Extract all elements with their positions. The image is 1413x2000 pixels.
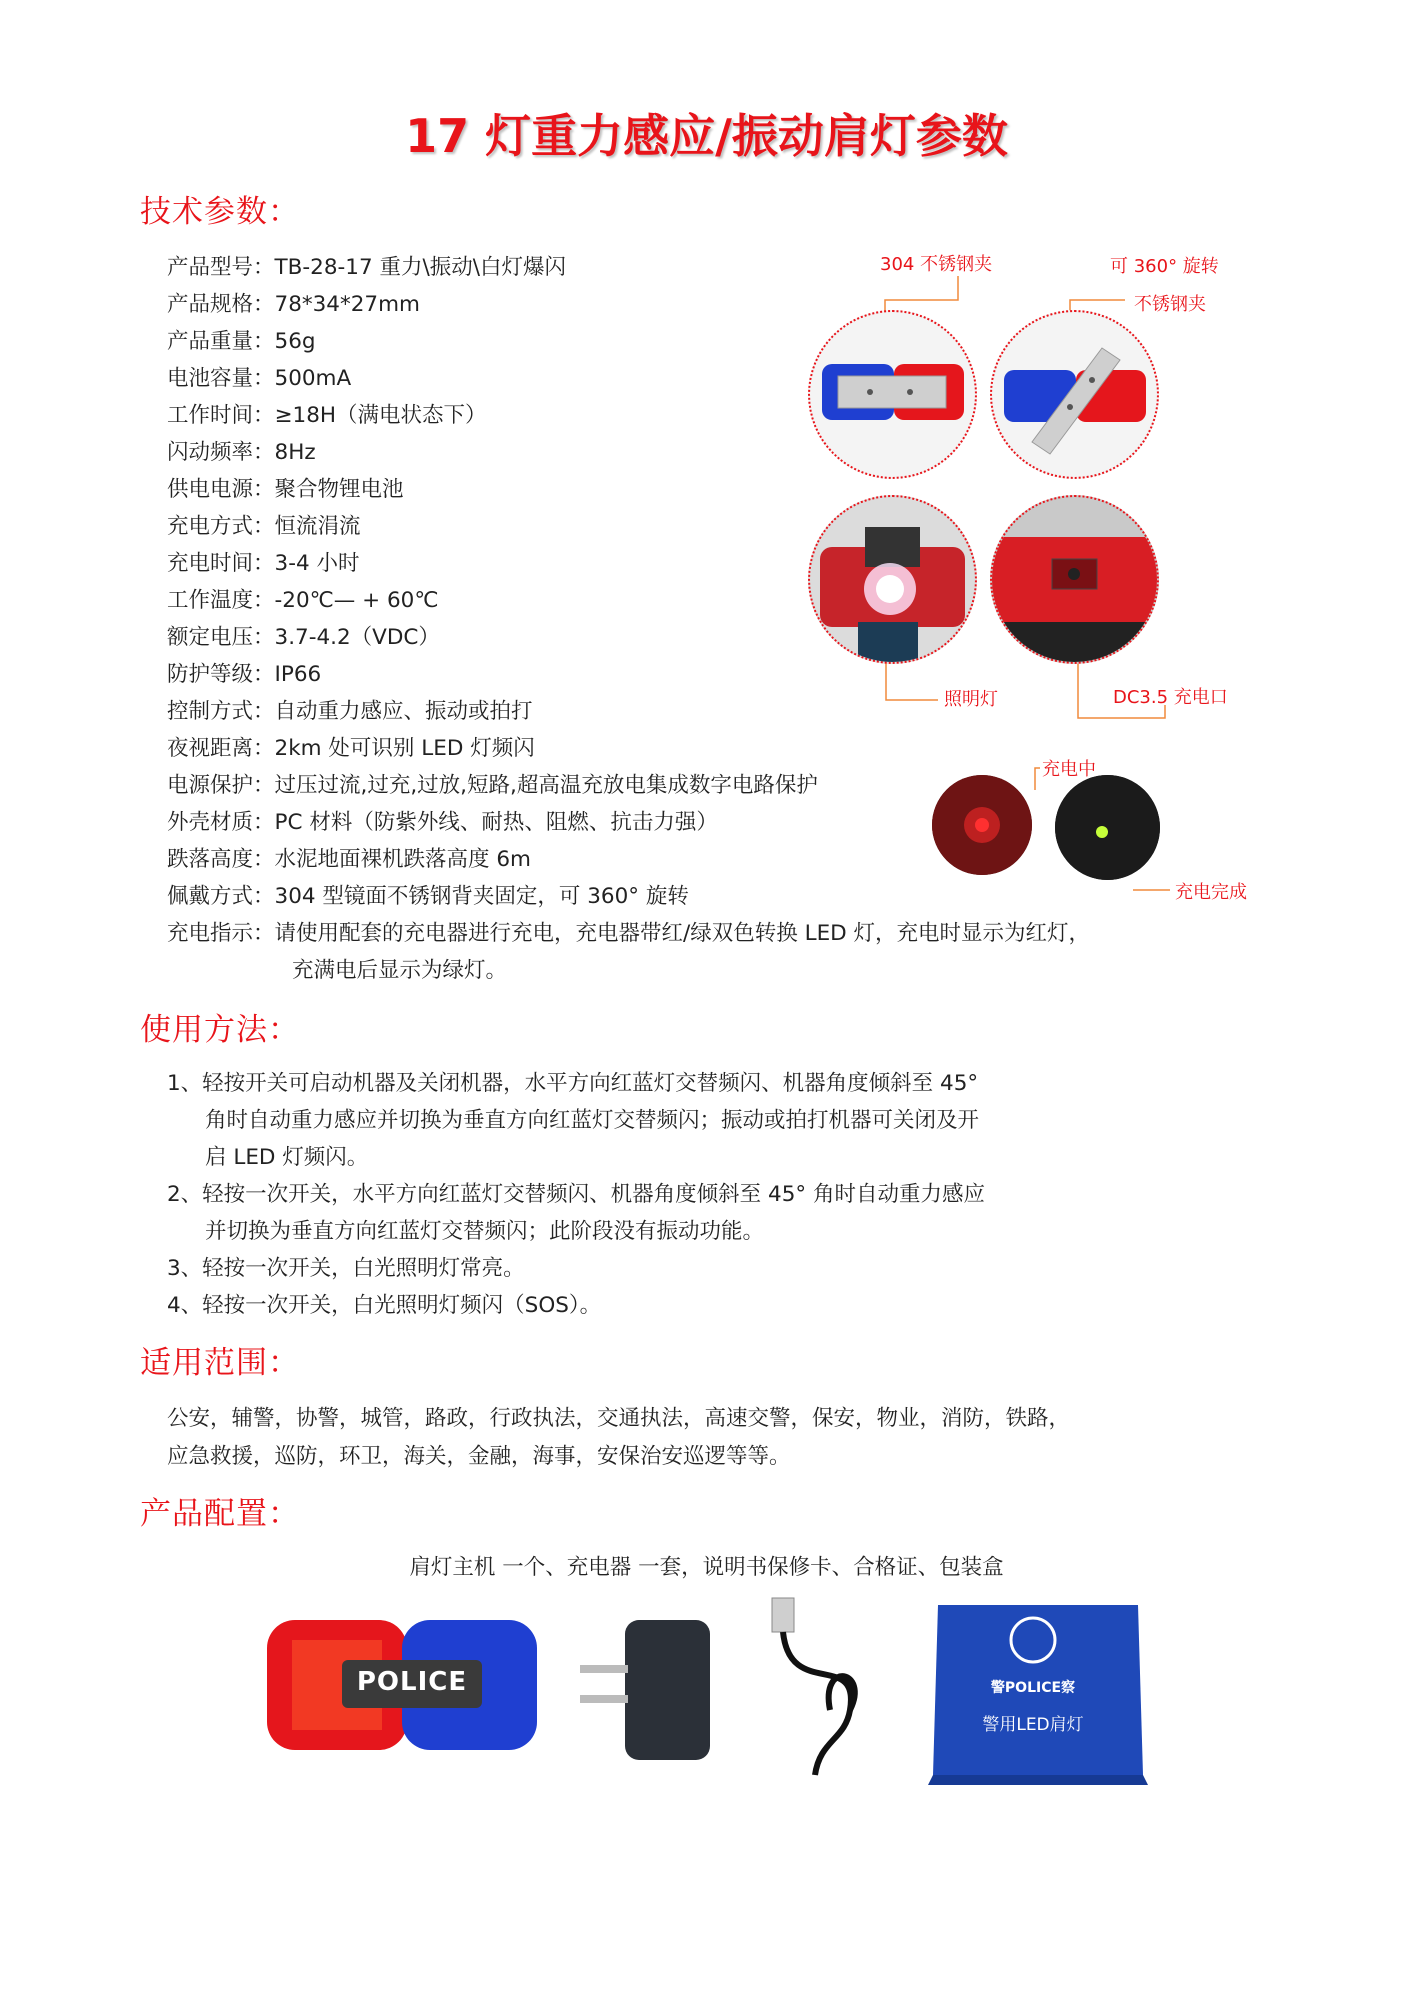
- usage-line: 启 LED 灯频闪。: [205, 1145, 369, 1170]
- param-label: 跌落高度：: [167, 847, 275, 872]
- param-value: 聚合物锂电池: [274, 477, 404, 502]
- config-text: 肩灯主机 一个、充电器 一套，说明书保修卡、合格证、包装盒: [409, 1555, 1004, 1580]
- usage-line: 2、轻按一次开关，水平方向红蓝灯交替频闪、机器角度倾斜至 45° 角时自动重力感应: [167, 1182, 985, 1207]
- param-label: 佩戴方式：: [167, 884, 275, 909]
- param-value: -20℃— + 60℃: [274, 588, 439, 613]
- page-title: 17 灯重力感应/振动肩灯参数: [405, 109, 1008, 163]
- param-value: 3.7-4.2（VDC）: [274, 625, 440, 650]
- callout-dc-port: DC3.5 充电口: [1113, 687, 1228, 708]
- param-label: 闪动频率：: [167, 440, 275, 465]
- param-label: 电源保护：: [167, 773, 275, 798]
- param-label: 产品重量：: [167, 329, 275, 354]
- param-value: 过压过流,过充,过放,短路,超高温充放电集成数字电路保护: [274, 773, 818, 798]
- section-heading-config: 产品配置：: [140, 1496, 300, 1532]
- charger-illustration: [570, 1605, 735, 1780]
- param-value: PC 材料（防紫外线、耐热、阻燃、抗击力强）: [274, 810, 718, 835]
- param-value: 3-4 小时: [274, 551, 360, 576]
- callout-light: 照明灯: [944, 689, 998, 710]
- usage-line: 并切换为垂直方向红蓝灯交替频闪；此阶段没有振动功能。: [205, 1219, 765, 1244]
- param-value: 恒流涓流: [274, 514, 361, 539]
- box-product-text: 警用LED肩灯: [982, 1715, 1084, 1735]
- param-value: 500mA: [274, 366, 352, 391]
- callout-charging: 充电中: [1042, 759, 1096, 780]
- callout-stainless-clip: 不锈钢夹: [1134, 294, 1206, 315]
- param-value: 78*34*27mm: [274, 292, 420, 317]
- charging-port-illustration: [992, 497, 1157, 662]
- param-value: 304 型镜面不锈钢背夹固定，可 360° 旋转: [274, 884, 689, 909]
- param-label: 充电时间：: [167, 551, 275, 576]
- scope-line: 公安，辅警，协警，城管，路政，行政执法，交通执法，高速交警，保安，物业，消防，铁路，: [167, 1406, 1071, 1431]
- clip-back-illustration: [810, 312, 975, 477]
- param-label: 产品型号：: [167, 255, 275, 280]
- param-value: 8Hz: [274, 440, 316, 465]
- clip-rotated-photo: [990, 310, 1159, 479]
- shoulder-light-photo: [262, 1605, 542, 1775]
- param-continuation: 充满电后显示为绿灯。: [292, 958, 508, 983]
- usb-cable-photo: [760, 1590, 890, 1785]
- red-led-icon: [932, 775, 1032, 875]
- param-label: 夜视距离：: [167, 736, 275, 761]
- section-heading-scope: 适用范围：: [140, 1345, 300, 1381]
- param-label: 产品规格：: [167, 292, 275, 317]
- clip-back-photo: [808, 310, 977, 479]
- police-label: POLICE: [356, 1667, 468, 1697]
- param-label: 外壳材质：: [167, 810, 275, 835]
- charger-photo: [570, 1605, 735, 1780]
- charging-port-photo: [990, 495, 1159, 664]
- param-value: 2km 处可识别 LED 灯频闪: [274, 736, 535, 761]
- param-value: IP66: [274, 662, 322, 687]
- charging-red-photo: [932, 775, 1032, 875]
- callout-charged: 充电完成: [1175, 882, 1247, 903]
- param-value: 请使用配套的充电器进行充电，充电器带红/绿双色转换 LED 灯，充电时显示为红灯，: [274, 921, 1091, 946]
- usage-line: 1、轻按开关可启动机器及关闭机器，水平方向红蓝灯交替频闪、机器角度倾斜至 45°: [167, 1071, 979, 1096]
- param-label: 电池容量：: [167, 366, 275, 391]
- clip-rotated-illustration: [992, 312, 1157, 477]
- light-illustration: [810, 497, 975, 662]
- scope-text: [167, 1400, 1267, 1476]
- param-label: 供电电源：: [167, 477, 275, 502]
- box-badge-text: 警POLICE察: [990, 1680, 1076, 1696]
- param-label: 工作时间：: [167, 403, 275, 428]
- charged-green-photo: [1055, 775, 1160, 880]
- callout-rotate: 可 360° 旋转: [1110, 256, 1219, 277]
- param-value: TB-28-17 重力\振动\白灯爆闪: [274, 255, 566, 280]
- param-label: 充电指示：: [167, 921, 275, 946]
- param-label: 控制方式：: [167, 699, 275, 724]
- callout-steel-clip: 304 不锈钢夹: [880, 254, 993, 275]
- param-value: 自动重力感应、振动或拍打: [274, 699, 533, 724]
- green-led-icon: [1055, 775, 1160, 880]
- usage-list: [167, 1065, 1167, 1324]
- param-label: 额定电压：: [167, 625, 275, 650]
- light-photo: [808, 495, 977, 664]
- param-value: 56g: [274, 329, 316, 354]
- section-heading-tech: 技术参数：: [140, 194, 300, 230]
- param-value: ≥18H（满电状态下）: [274, 403, 487, 428]
- param-label: 充电方式：: [167, 514, 275, 539]
- usage-line: 4、轻按一次开关，白光照明灯频闪（SOS）。: [167, 1293, 602, 1318]
- usb-cable-illustration: [760, 1590, 890, 1785]
- usage-line: 角时自动重力感应并切换为垂直方向红蓝灯交替频闪；振动或拍打机器可关闭及开: [205, 1108, 980, 1133]
- param-value: 水泥地面裸机跌落高度 6m: [274, 847, 531, 872]
- param-label: 工作温度：: [167, 588, 275, 613]
- package-box-photo: [918, 1595, 1148, 1785]
- param-label: 防护等级：: [167, 662, 275, 687]
- section-heading-usage: 使用方法：: [140, 1012, 300, 1048]
- usage-line: 3、轻按一次开关，白光照明灯常亮。: [167, 1256, 525, 1281]
- scope-line: 应急救援，巡防，环卫，海关，金融，海事，安保治安巡逻等等。: [167, 1444, 791, 1469]
